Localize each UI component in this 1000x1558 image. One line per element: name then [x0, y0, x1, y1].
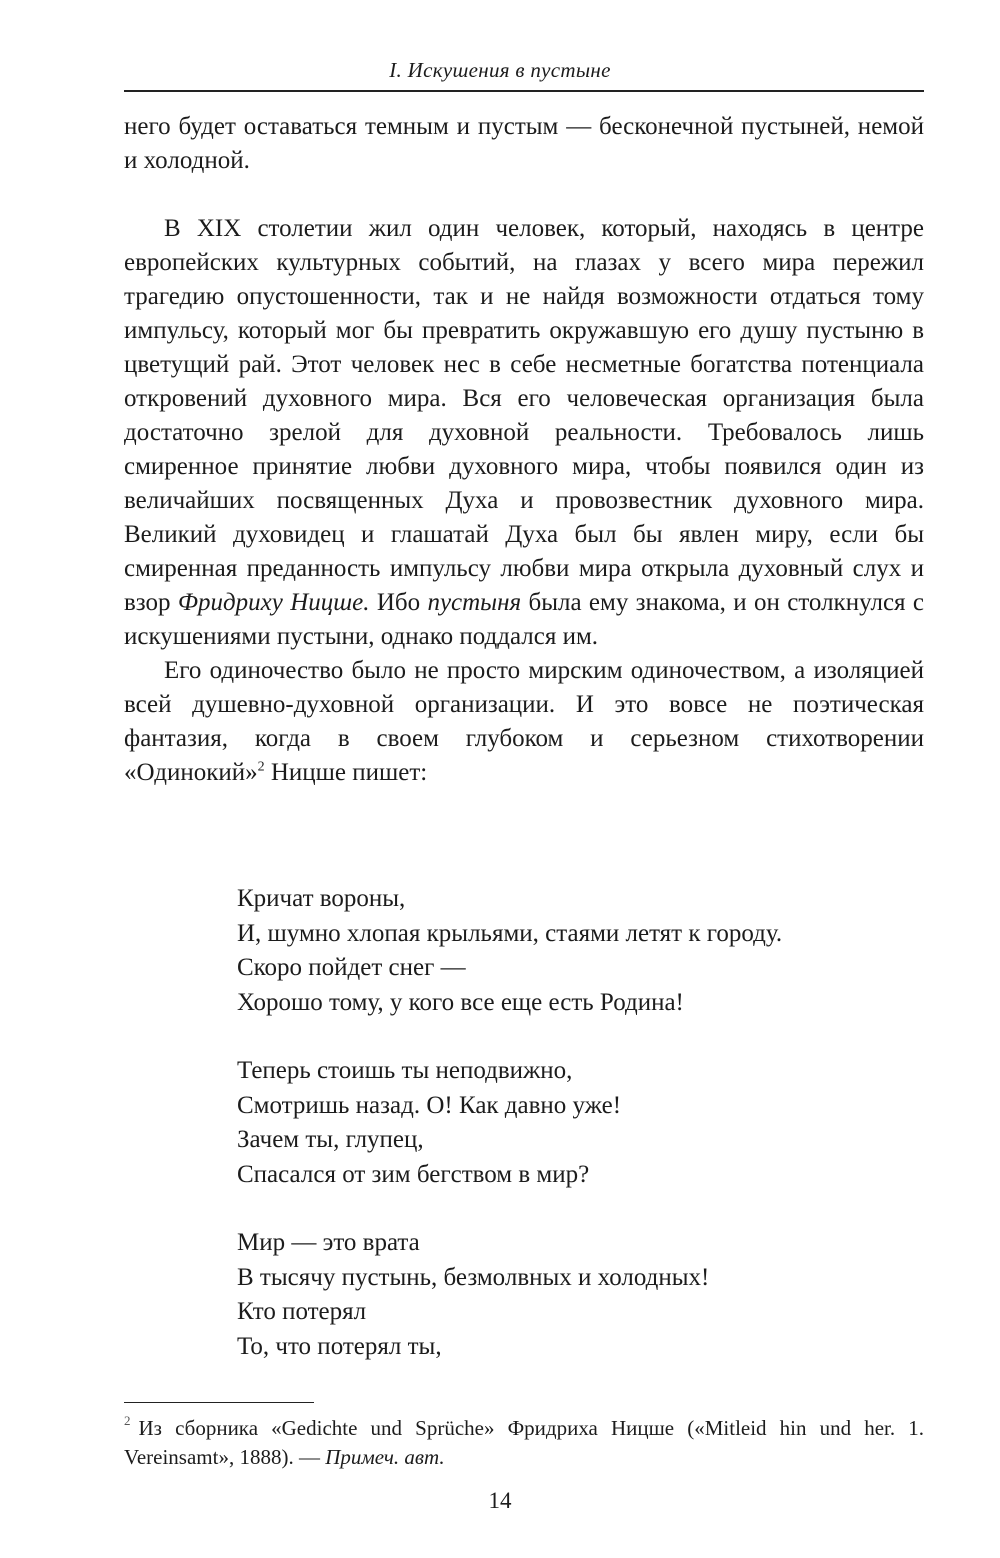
poem-line: Мир — это врата	[237, 1229, 420, 1256]
desert-word: пустыня	[427, 589, 522, 616]
paragraph-3-end: Ницше пишет:	[264, 759, 428, 786]
paragraph-3	[124, 654, 924, 790]
footnote	[124, 1408, 924, 1472]
poem-line: Зачем ты, глупец,	[237, 1126, 424, 1153]
poem-line: То, что потерял ты,	[237, 1332, 442, 1360]
footnote-number: 2	[124, 1413, 131, 1428]
poem-line: Кто потерял	[237, 1298, 367, 1325]
paragraph-2	[124, 212, 924, 654]
poem-line: В тысячу пустынь, безмолвных и холодных!	[237, 1263, 710, 1291]
paragraph-2-start: В XIX столетии жил один человек, который, находясь в центре европейских культурных событий, на глазах у всего мира пережил трагедию опустошенности, так и не найдя возможности отдаться тому импульсу, который мог бы превратить окружавшую его душу пустыню в цветущий рай. Этот человек нес в себе несметные богатства потенциала откровений духовного мира. Вся его человеческая организация была достаточно зрелой для духовной реальности. Требовалось лишь смиренное принятие любви духовного мира, чтобы появился один из величайших посвященных Духа и провозвестник духовного мира. Великий духовидец и глашатай Духа был бы явлен миру, если бы смиренная преданность импульсу любви мира открыла духовный слух и взор	[124, 215, 924, 616]
poem-line: Смотришь назад. О! Как давно уже!	[237, 1091, 622, 1119]
paragraph-1: него будет оставаться темным и пустым — бесконечной пустыней, немой и холодной.	[124, 113, 924, 174]
main-text	[124, 110, 924, 790]
poem-line: Теперь стоишь ты неподвижно,	[237, 1057, 573, 1084]
paragraph-2-end: была ему знакома, и он столкнулся с искушениями пустыни, однако поддался им.	[124, 589, 924, 650]
footnote-ref[interactable]: 2	[257, 759, 265, 775]
nietzsche-name: Фридриху Ницше.	[177, 589, 370, 616]
running-head: I. Искушения в пустыне	[389, 58, 611, 82]
footnote-text: Из сборника «Gedichte und Sprüche» Фридриха Ницше («Mitleid hin und her. 1. Vereinsamt», 1888). —	[124, 1416, 924, 1469]
stanza-2	[237, 1054, 937, 1192]
poem-line: Кричат вороны,	[237, 885, 406, 912]
footnote-rule	[124, 1402, 314, 1403]
poem-line: И, шумно хлопая крыльями, стаями летят к городу.	[237, 919, 783, 947]
stanza-1	[237, 882, 937, 1020]
header-rule	[124, 90, 924, 92]
page-number: 14	[488, 1488, 512, 1513]
poem-line: Хорошо тому, у кого все еще есть Родина!	[237, 988, 684, 1016]
stanza-3	[237, 1226, 937, 1364]
paragraph-2-mid: Ибо	[369, 589, 428, 616]
paragraph-3-start: Его одиночество было не просто мирским одиночеством, а изоляцией всей душевно-духовной организации. И это вовсе не поэтическая фантазия, когда в своем глубоком и серьезном стихотворении «Одинокий»	[124, 657, 924, 786]
poem-line: Спасался от зим бегством в мир?	[237, 1160, 590, 1188]
poem-line: Скоро пойдет снег —	[237, 954, 466, 981]
footnote-note: Примеч. авт.	[325, 1445, 445, 1469]
poem	[237, 882, 937, 1398]
